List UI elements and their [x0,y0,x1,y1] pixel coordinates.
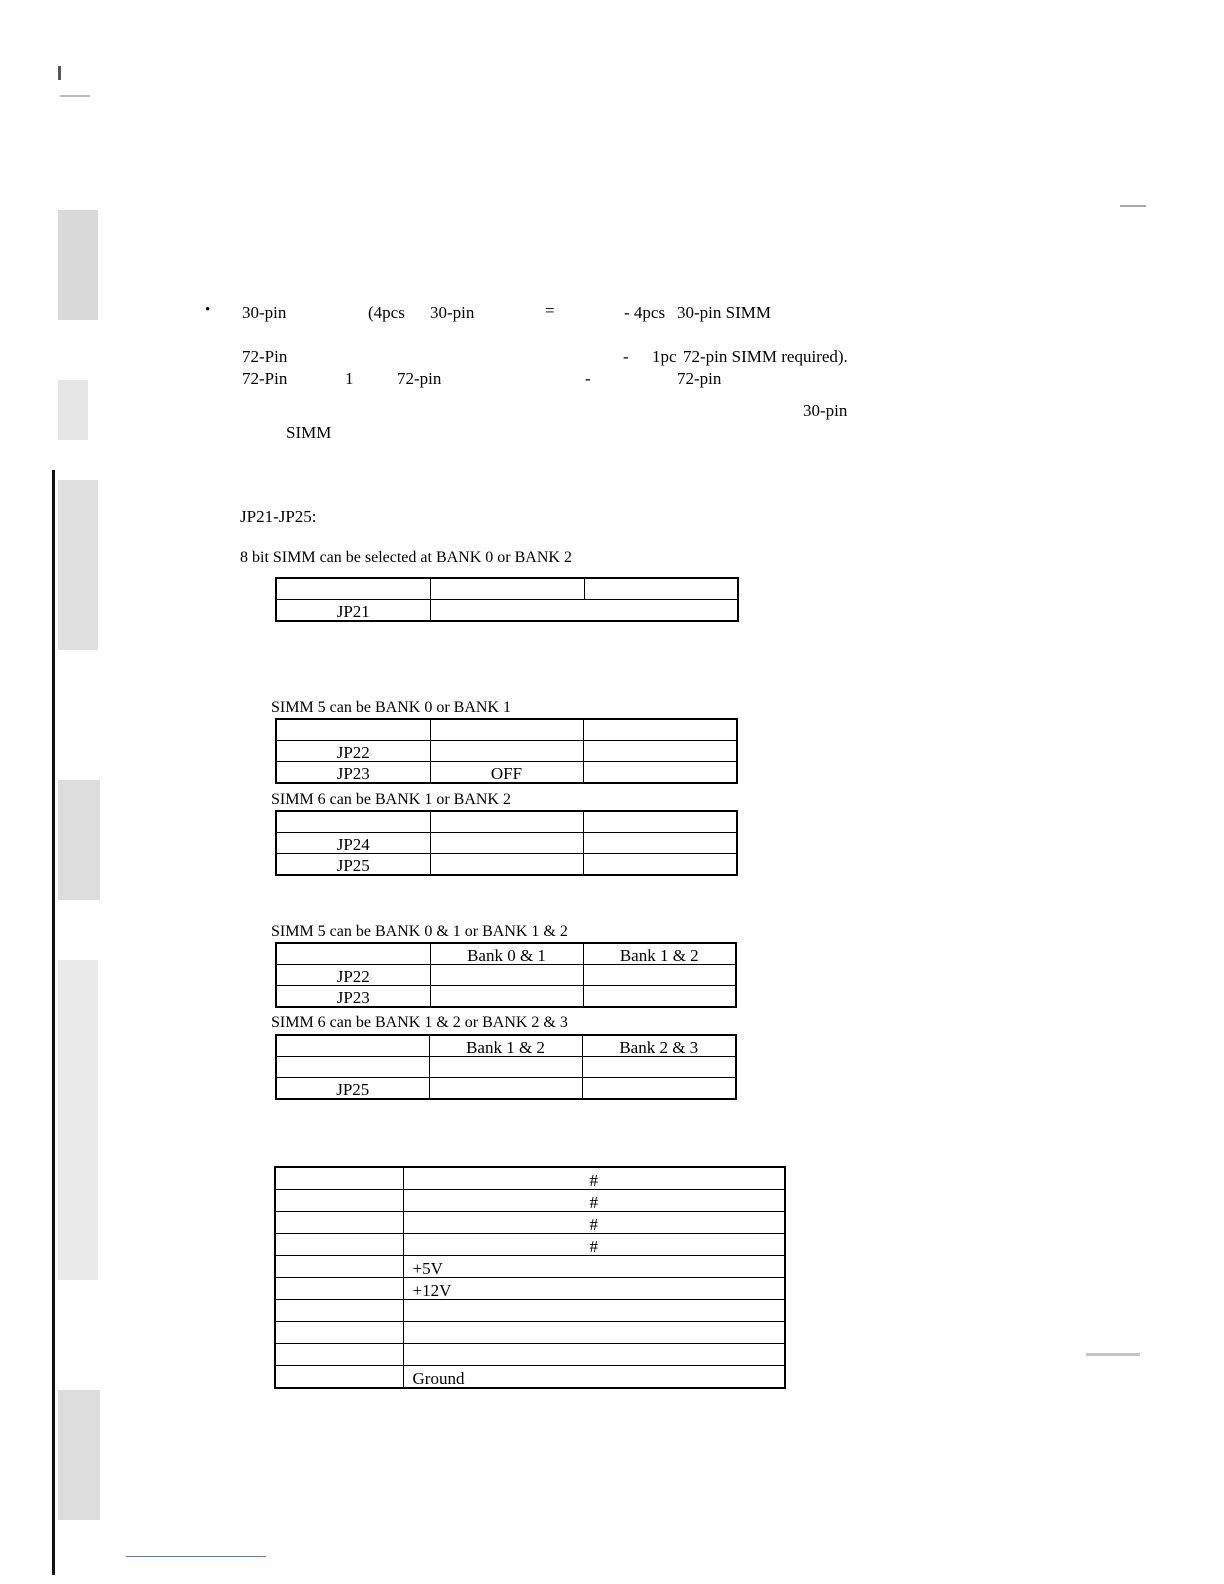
table-cell [583,719,737,741]
table-cell: Bank 1 & 2 [429,1035,582,1057]
table-cell: Bank 2 & 3 [582,1035,736,1057]
table-cell: # [403,1212,785,1234]
table-cell [430,741,583,762]
simm5-caption-dual: SIMM 5 can be BANK 0 & 1 or BANK 1 & 2 [271,923,568,940]
table-cell [275,1366,403,1389]
table-cell: Bank 1 & 2 [583,943,736,965]
text-72pin: 72-Pin [242,347,288,366]
jumper-table-jp21 [275,577,739,622]
text-one: 1 [345,369,354,388]
table-row [276,854,737,876]
table-cell: JP23 [276,762,430,784]
scan-speckle [1086,1353,1140,1356]
scan-speckle [1120,205,1146,207]
table-cell [430,854,583,876]
table-cell [430,578,584,600]
connector-pin-table [274,1166,786,1389]
table-cell: JP24 [276,833,430,854]
table-cell [430,600,738,622]
jumper-table-simm5-dual [275,942,737,1008]
jumper-table-simm5 [275,718,738,784]
text-simm: SIMM [286,423,332,442]
table-cell [275,1344,403,1366]
table-cell [276,1057,429,1078]
table-cell [403,1344,785,1366]
table-cell: JP21 [276,600,430,622]
table-cell: +5V [403,1256,785,1278]
text-72pin-simm-required: 72-pin SIMM required). [683,347,848,366]
table-cell [275,1256,403,1278]
scan-speckle [58,380,88,440]
table-row [276,943,736,965]
table-cell [276,1035,429,1057]
table-row [276,1035,736,1057]
table-cell [275,1212,403,1234]
table-cell: +12V [403,1278,785,1300]
table-cell: # [403,1167,785,1190]
simm6-caption: SIMM 6 can be BANK 1 or BANK 2 [271,791,511,808]
table-cell [403,1300,785,1322]
table-cell [430,986,583,1008]
text-1pc: 1pc [652,347,677,366]
table-cell [584,578,738,600]
text-dash: - [585,369,591,388]
scan-speckle [58,960,98,1280]
table-cell: JP25 [276,1078,429,1100]
table-cell [583,811,737,833]
table-cell: JP22 [276,741,430,762]
table-cell [582,1057,736,1078]
table-cell [275,1278,403,1300]
text-dash: - [623,347,629,366]
text-30pin: 30-pin [242,303,287,322]
text-30pin-simm: 30-pin SIMM [677,303,771,322]
table-row [276,1078,736,1100]
table-row [275,1322,785,1344]
text-72pin: 72-pin [677,369,722,388]
table-cell [583,741,737,762]
table-cell: JP22 [276,965,430,986]
table-cell: Ground [403,1366,785,1389]
table-cell [275,1234,403,1256]
table-row [276,600,738,622]
table-row [275,1278,785,1300]
table-row [275,1300,785,1322]
scan-speckle [58,480,98,650]
table-cell [276,719,430,741]
table-cell [583,854,737,876]
scan-speckle [58,66,61,80]
text-4pcs: (4pcs [368,303,405,322]
simm6-caption-dual: SIMM 6 can be BANK 1 & 2 or BANK 2 & 3 [271,1014,568,1031]
simm5-caption: SIMM 5 can be BANK 0 or BANK 1 [271,699,511,716]
table-row [275,1366,785,1389]
footnote-rule [126,1556,266,1557]
table-row [275,1344,785,1366]
table-row [276,965,736,986]
table-row [276,1057,736,1078]
text-4pcs: - 4pcs [624,303,666,322]
scan-speckle [58,210,98,320]
table-cell [583,833,737,854]
table-cell [276,811,430,833]
table-cell: OFF [430,762,583,784]
table-cell [583,762,737,784]
scan-speckle [58,1390,100,1520]
scan-speckle [60,95,90,97]
table-cell: JP23 [276,986,430,1008]
table-cell [275,1190,403,1212]
table-cell [430,965,583,986]
table-cell [429,1078,582,1100]
table-row [276,986,736,1008]
table-cell [430,719,583,741]
table-cell [275,1167,403,1190]
table-cell: Bank 0 & 1 [430,943,583,965]
table-cell [276,943,430,965]
table-cell [276,578,430,600]
table-cell [275,1300,403,1322]
table-cell: # [403,1190,785,1212]
table-row [276,762,737,784]
table-cell [429,1057,582,1078]
table-cell [583,965,736,986]
scan-edge-line [52,470,55,1575]
table-row [275,1212,785,1234]
table-cell [430,811,583,833]
table-row [275,1256,785,1278]
text-72pin: 72-Pin [242,369,288,388]
text-72pin: 72-pin [397,369,442,388]
text-equals: = [545,301,555,320]
jumper-table-simm6-dual [275,1034,737,1100]
table-row [275,1190,785,1212]
jumper-table-simm6 [275,810,738,876]
table-row [276,833,737,854]
table-row [276,741,737,762]
table-row [276,811,737,833]
intro-8bit-simm: 8 bit SIMM can be selected at BANK 0 or BANK 2 [240,549,572,566]
table-cell: JP25 [276,854,430,876]
table-cell: # [403,1234,785,1256]
table-cell [583,986,736,1008]
bullet-marker: • [205,302,211,318]
table-row [276,578,738,600]
table-row [276,719,737,741]
jumper-heading: JP21-JP25: [240,507,317,526]
scan-speckle [58,780,100,900]
table-cell [403,1322,785,1344]
table-cell [430,833,583,854]
table-cell [582,1078,736,1100]
table-cell [275,1322,403,1344]
text-30pin: 30-pin [430,303,475,322]
table-row [275,1167,785,1190]
table-row [275,1234,785,1256]
text-30pin: 30-pin [803,401,848,420]
